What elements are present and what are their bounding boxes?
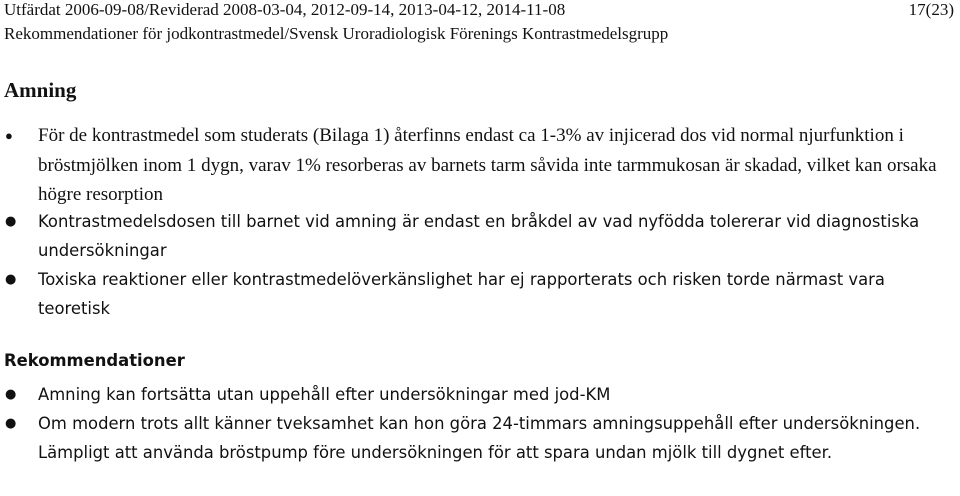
- recommendations-bullet-list: [0, 380, 960, 467]
- bullet-dot-icon: ●: [5, 416, 17, 431]
- bullet-dot-icon: ●: [5, 128, 13, 143]
- list-item: [0, 121, 960, 210]
- list-item-text: Kontrastmedelsdosen till barnet vid amning är endast en bråkdel av vad nyfödda tolererar vid diagnostiska undersökningar: [38, 212, 920, 260]
- bullet-dot-icon: ●: [5, 272, 17, 287]
- amning-bullet-list-sans: [0, 207, 960, 323]
- list-item: [0, 207, 960, 265]
- list-item-text: Om modern trots allt känner tveksamhet kan hon göra 24-timmars amningsuppehåll efter undersökningen. Lämpligt att använda bröstpump före undersökningen för att spara undan mjölk till dygnet efter.: [38, 414, 921, 462]
- page-number: 17(23): [908, 0, 954, 19]
- list-item: [0, 409, 960, 467]
- list-item: [0, 380, 960, 409]
- section-title-recommendations: Rekommendationer: [4, 351, 185, 370]
- list-item: [0, 265, 960, 323]
- list-item-text: För de kontrastmedel som studerats (Bilaga 1) återfinns endast ca 1-3% av injicerad dos vid normal njurfunktion i bröstmjölken inom 1 dygn, varav 1% resorberas av barnets tarm såvida inte tarmmukosan är skadad, vilket kan orsaka högre resorption: [38, 125, 937, 205]
- bullet-dot-icon: ●: [5, 214, 17, 229]
- header-issue-dates: Utfärdat 2006-09-08/Reviderad 2008-03-04, 2012-09-14, 2013-04-12, 2014-11-08: [4, 0, 566, 19]
- bullet-dot-icon: ●: [5, 387, 17, 402]
- list-item-text: Amning kan fortsätta utan uppehåll efter undersökningar med jod-KM: [38, 385, 611, 404]
- header-document-title: Rekommendationer för jodkontrastmedel/Svensk Uroradiologisk Förenings Kontrastmedelsgrupp: [4, 24, 669, 43]
- amning-bullet-list-serif: [0, 121, 960, 210]
- section-title-amning: Amning: [4, 78, 77, 102]
- list-item-text: Toxiska reaktioner eller kontrastmedelöverkänslighet har ej rapporterats och risken torde närmast vara teoretisk: [38, 270, 885, 318]
